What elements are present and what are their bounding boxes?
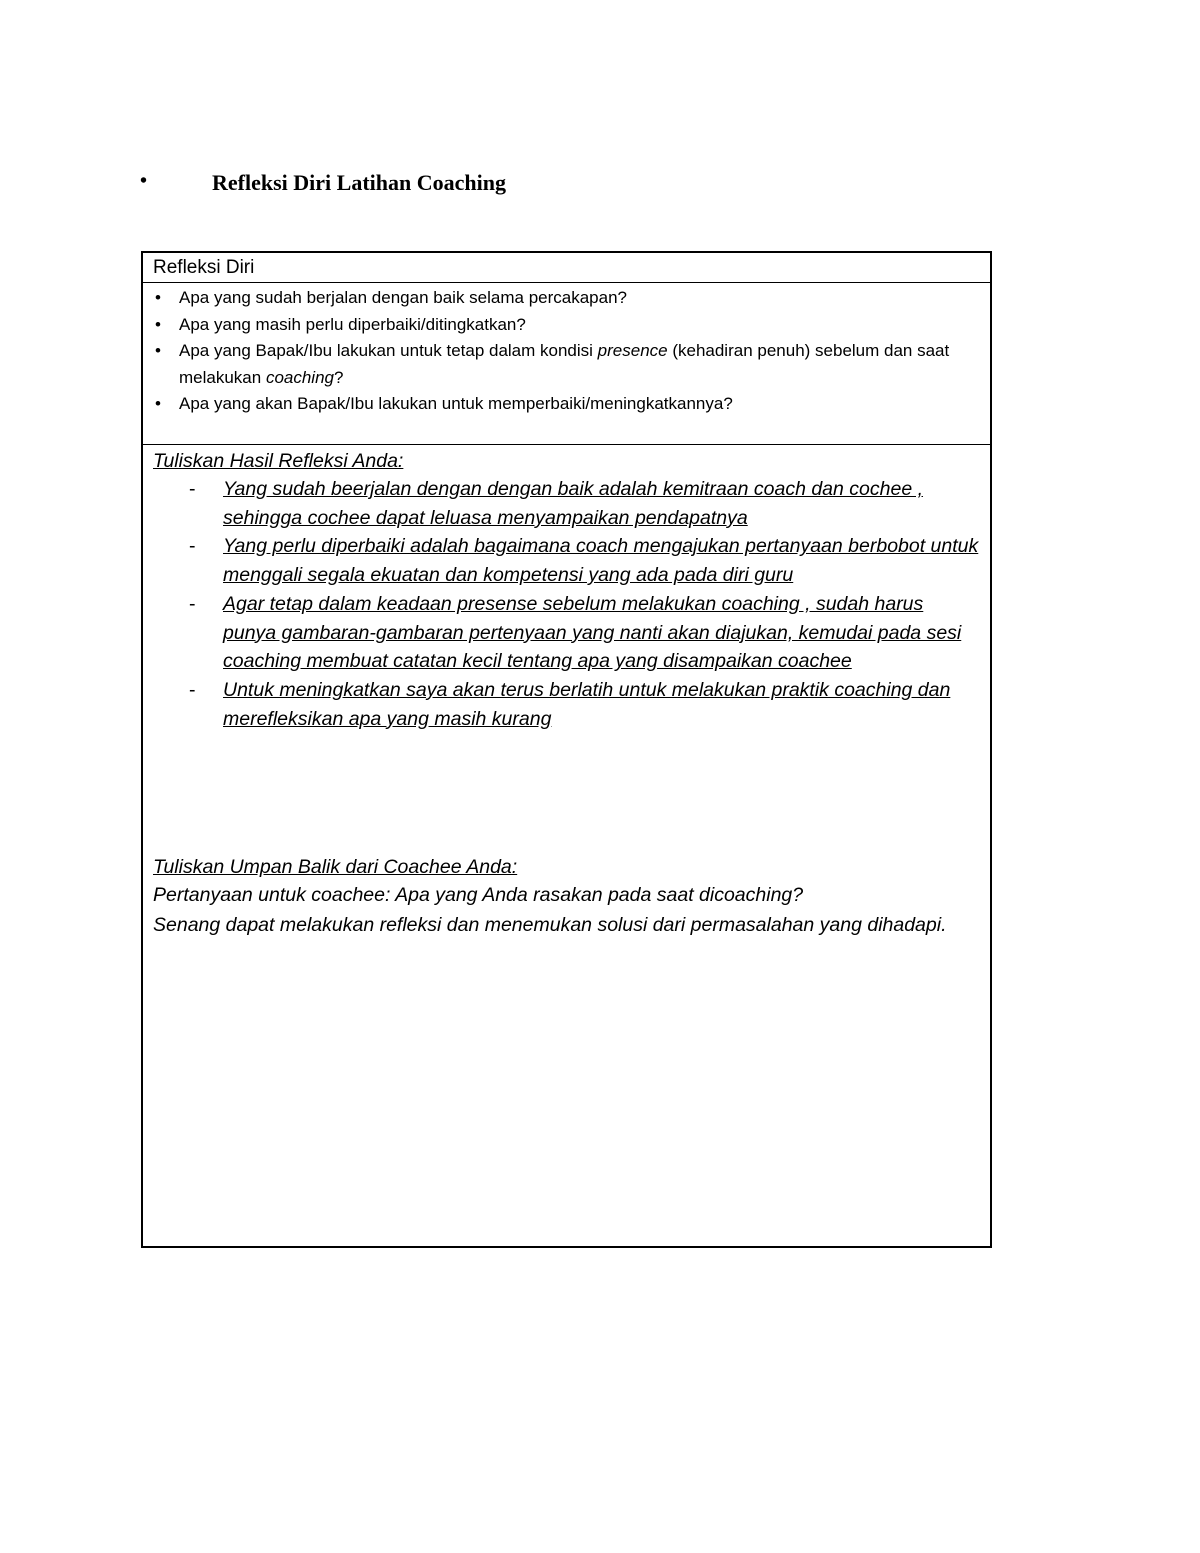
question-text-part: (kehadiran penuh) sebelum dan saat melakukan	[179, 341, 950, 387]
dash-icon: -	[189, 478, 196, 500]
question-item	[153, 285, 990, 312]
question-item	[153, 312, 990, 339]
feedback-answer: Senang dapat melakukan refleksi dan menemukan solusi dari permasalahan yang dihadapi.	[153, 913, 947, 936]
heading-title: Refleksi Diri Latihan Coaching	[212, 170, 506, 195]
result-item	[153, 475, 990, 532]
result-text: Yang perlu diperbaiki adalah bagaimana coach mengajukan pertanyaan berbobot untuk menggali segala ekuatan dan kompetensi yang ada pada diri guru	[223, 535, 979, 587]
question-item	[153, 391, 990, 418]
question-list	[143, 283, 990, 445]
question-text: Apa yang sudah berjalan dengan baik selama percakapan?	[179, 288, 627, 307]
feedback-section	[153, 853, 990, 940]
question-text-part: Apa yang Bapak/Ibu lakukan untuk tetap dalam kondisi	[179, 341, 598, 360]
question-item	[153, 338, 990, 391]
feedback-question: Pertanyaan untuk coachee: Apa yang Anda rasakan pada saat dicoaching?	[153, 884, 804, 907]
result-item	[153, 532, 990, 589]
question-emphasis: presence	[597, 341, 668, 360]
reflection-box	[141, 251, 992, 1248]
feedback-title: Tuliskan Umpan Balik dari Coachee Anda:	[153, 856, 518, 879]
result-text: Yang sudah beerjalan dengan dengan baik adalah kemitraan coach dan cochee , sehingga cochee dapat leluasa menyampaikan pendapatnya	[223, 478, 924, 529]
result-item	[153, 590, 990, 676]
dash-icon: -	[189, 592, 196, 615]
question-text: Apa yang masih perlu diperbaiki/ditingkatkan?	[179, 314, 526, 334]
bullet-icon: •	[155, 288, 161, 307]
result-item	[153, 676, 990, 733]
question-text-part: ?	[334, 367, 344, 387]
answer-section	[143, 445, 990, 940]
bullet-icon: •	[155, 394, 161, 413]
question-text	[179, 341, 949, 387]
question-text: Apa yang akan Bapak/Ibu lakukan untuk memperbaiki/meningkatkannya?	[179, 394, 733, 413]
bullet-icon: •	[155, 314, 161, 334]
results-list	[153, 475, 990, 733]
question-emphasis: coaching	[265, 367, 334, 387]
box-header: Refleksi Diri	[143, 253, 990, 283]
result-text: Untuk meningkatkan saya akan terus berlatih untuk melakukan praktik coaching dan merefleksikan apa yang masih kurang	[223, 678, 951, 730]
heading-bullet: •	[140, 170, 148, 192]
result-text: Agar tetap dalam keadaan presense sebelum melakukan coaching , sudah harus punya gambaran-gambaran pertenyaan yang nanti akan diajukan, kemudai pada sesi coaching membuat catatan kecil tentang apa yang disampaikan coachee	[223, 592, 962, 673]
dash-icon: -	[189, 678, 196, 701]
dash-icon: -	[189, 535, 196, 558]
bullet-icon: •	[155, 341, 161, 360]
results-title: Tuliskan Hasil Refleksi Anda:	[153, 450, 404, 472]
